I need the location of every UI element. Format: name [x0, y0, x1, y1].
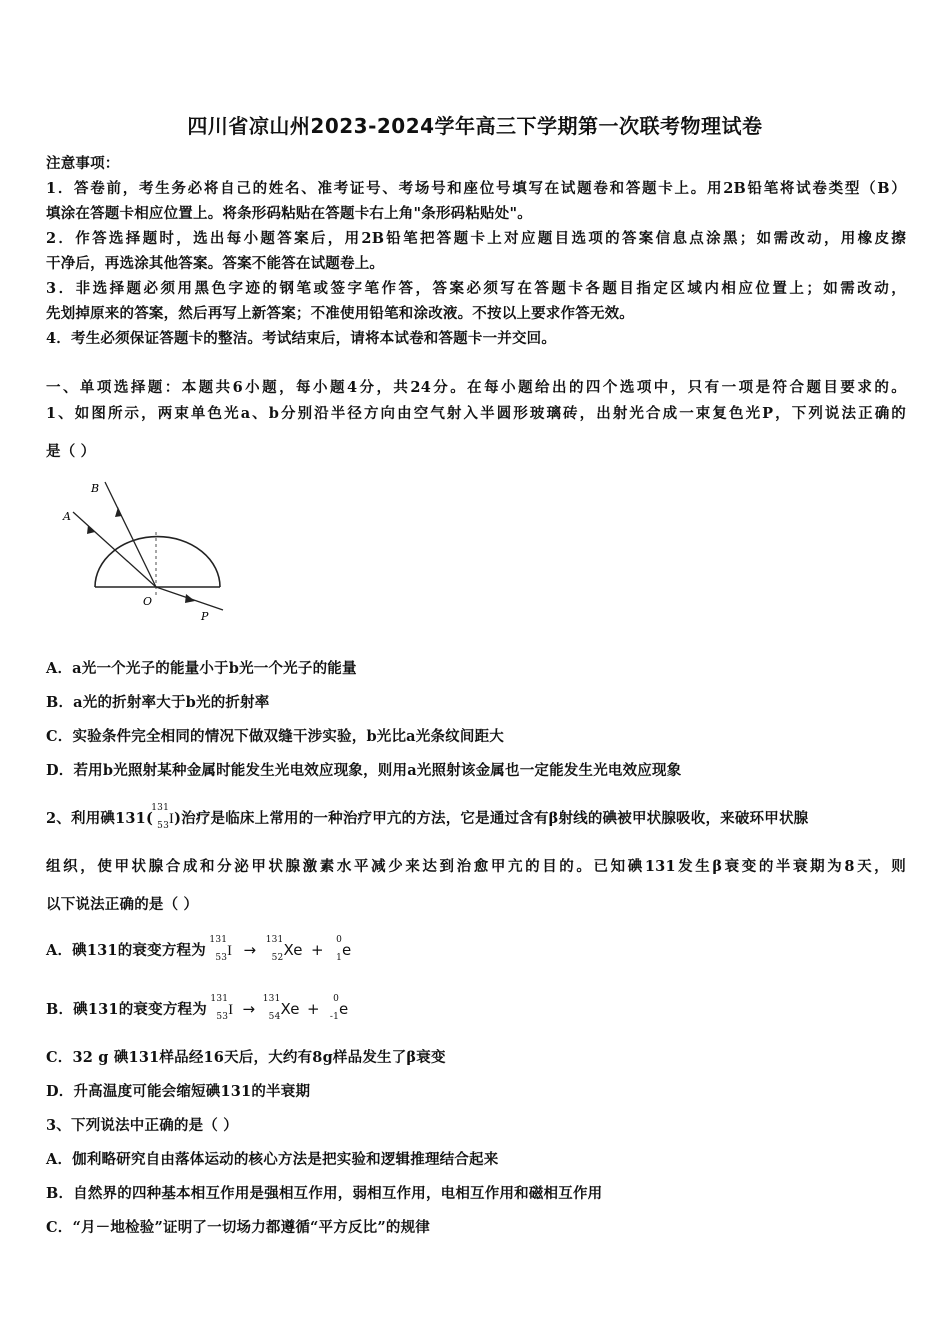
notice-line: 4．考生必须保证答题卡的整洁。考试结束后，请将本试卷和答题卡一并交回。	[46, 330, 557, 347]
q2-stem-pre: 2、利用碘131(	[46, 810, 154, 827]
iodine-nuclide: 131 53	[151, 803, 170, 831]
q1-option-a: A．a光一个光子的能量小于b光一个光子的能量	[46, 660, 357, 677]
label-a: A	[63, 510, 71, 523]
notice-line: 先划掉原来的答案，然后再写上新答案；不准使用铅笔和涂改液。不按以上要求作答无效。	[46, 305, 634, 322]
q3-option-a: A．伽利略研究自由落体运动的核心方法是把实验和逻辑推理结合起来	[46, 1151, 499, 1168]
section-heading: 一、单项选择题：本题共6小题，每小题4分，共24分。在每小题给出的四个选项中，只有一项是符合题目要求的。	[46, 379, 906, 396]
notice-heading: 注意事项：	[46, 155, 120, 172]
q1-option-d: D．若用b光照射某种金属时能发生光电效应现象，则用a光照射该金属也一定能发生光电效应现象	[46, 762, 682, 779]
q2-option-b: B．碘131的衰变方程为 131 53 I → 131 54 Xe + 0 -1 e	[46, 994, 349, 1022]
q2-stem-cont: 以下说法正确的是（ ）	[46, 896, 199, 913]
q1-option-c: C．实验条件完全相同的情况下做双缝干涉实验，b光比a光条纹间距大	[46, 728, 504, 745]
notice-line: 干净后，再选涂其他答案。答案不能答在试题卷上。	[46, 255, 385, 272]
q1-option-b: B．a光的折射率大于b光的折射率	[46, 694, 270, 711]
page-title: 四川省凉山州2023-2024学年高三下学期第一次联考物理试卷	[187, 114, 763, 138]
q2-option-a: A．碘131的衰变方程为 131 53 I → 131 52 Xe + 0 1 e	[46, 935, 352, 963]
notice-line: 1．答卷前，考生务必将自己的姓名、准考证号、考场号和座位号填写在试题卷和答题卡上。用2B铅笔将试卷类型（B）	[46, 180, 906, 197]
q2-stem-post: )治疗是临床上常用的一种治疗甲亢的方法，它是通过含有β射线的碘被甲状腺吸收，来破环甲状腺	[174, 810, 809, 827]
q1-figure	[55, 470, 245, 630]
q3-option-b: B．自然界的四种基本相互作用是强相互作用，弱相互作用，电相互作用和磁相互作用	[46, 1185, 603, 1202]
q2-stem	[46, 805, 808, 829]
q2-option-c: C．32 g 碘131样品经16天后，大约有8g样品发生了β衰变	[46, 1049, 446, 1066]
label-b: B	[91, 482, 100, 495]
q3-stem: 3、下列说法中正确的是（ ）	[46, 1117, 238, 1134]
q2-stem-cont: 组织，使甲状腺合成和分泌甲状腺激素水平减少来达到治愈甲亢的目的。已知碘131发生β衰变的半衰期为8天，则	[46, 858, 906, 875]
notice-line: 填涂在答题卡相应位置上。将条形码粘贴在答题卡右上角"条形码粘贴处"。	[46, 205, 532, 222]
notice-line: 2．作答选择题时，选出每小题答案后，用2B铅笔把答题卡上对应题目选项的答案信息点涂黑；如需改动，用橡皮擦	[46, 230, 906, 247]
label-o: O	[143, 595, 153, 608]
q2-option-d: D．升高温度可能会缩短碘131的半衰期	[46, 1083, 311, 1100]
q1-stem: 1、如图所示，两束单色光a、b分别沿半径方向由空气射入半圆形玻璃砖，出射光合成一束复色光P，下列说法正确的	[46, 405, 906, 422]
label-p: P	[201, 610, 209, 623]
q1-stem-cont: 是（ ）	[46, 443, 96, 460]
q3-option-c: C．“月－地检验”证明了一切场力都遵循“平方反比”的规律	[46, 1219, 430, 1236]
notice-line: 3．非选择题必须用黑色字迹的钢笔或签字笔作答，答案必须写在答题卡各题目指定区域内相应位置上；如需改动，	[46, 280, 906, 297]
iodine-symbol: I	[169, 811, 175, 827]
